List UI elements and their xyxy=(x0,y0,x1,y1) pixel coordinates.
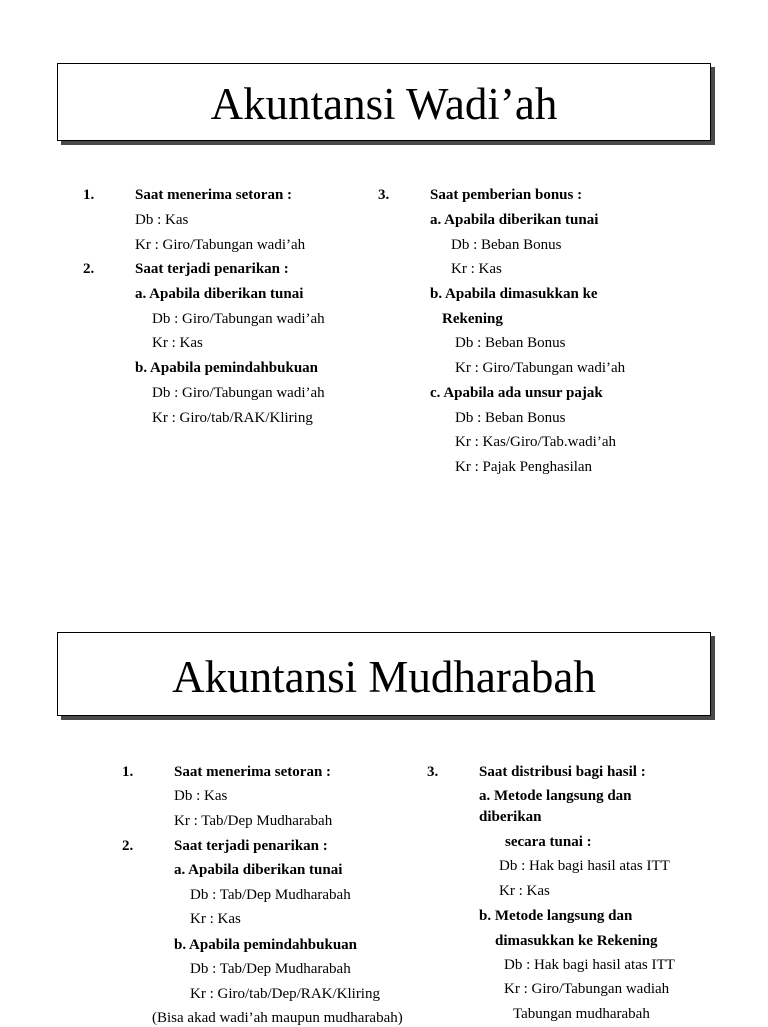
item-number: 1. xyxy=(83,187,95,203)
credit-entry-continued: Tabungan mudharabah xyxy=(513,1006,650,1022)
item-heading: Saat distribusi bagi hasil : xyxy=(479,764,646,780)
item-number: 2. xyxy=(83,261,95,277)
sub-heading: b. Apabila dimasukkan ke xyxy=(430,286,598,302)
credit-entry: Kr : Giro/tab/Dep/RAK/Kliring xyxy=(190,986,380,1002)
sub-heading: b. Apabila pemindahbukuan xyxy=(135,360,319,376)
credit-entry: Kr : Kas xyxy=(190,911,241,927)
debit-entry: Db : Kas xyxy=(174,788,228,804)
sub-heading: b. Apabila pemindahbukuan xyxy=(174,937,358,953)
debit-entry: Db : Beban Bonus xyxy=(455,335,566,351)
item-heading: Saat menerima setoran : xyxy=(174,764,332,780)
credit-entry: Kr : Pajak Penghasilan xyxy=(455,459,593,475)
sub-heading-continued: Rekening xyxy=(442,311,503,327)
title-wadiah: Akuntansi Wadi’ah xyxy=(210,79,558,129)
sub-heading: a. Metode langsung dan xyxy=(479,788,632,804)
item-number: 2. xyxy=(122,838,134,854)
sub-heading-continued: dimasukkan ke Rekening xyxy=(495,933,658,949)
title-box-wadiah xyxy=(57,63,711,141)
item-number: 1. xyxy=(122,764,134,780)
sub-heading: a. Apabila diberikan tunai xyxy=(430,212,599,228)
sub-heading: b. Metode langsung dan xyxy=(479,908,633,924)
item-heading: Saat pemberian bonus : xyxy=(430,187,583,203)
sub-heading-continued: secara tunai : xyxy=(505,834,592,850)
debit-entry: Db : Tab/Dep Mudharabah xyxy=(190,887,351,903)
debit-entry: Db : Tab/Dep Mudharabah xyxy=(190,961,351,977)
sub-heading-continued: diberikan xyxy=(479,809,542,825)
debit-entry: Db : Giro/Tabungan wadi’ah xyxy=(152,385,325,401)
debit-entry: Db : Giro/Tabungan wadi’ah xyxy=(152,311,325,327)
credit-entry: Kr : Giro/Tabungan wadiah xyxy=(504,981,670,997)
title-box-mudharabah xyxy=(57,632,711,716)
credit-entry: Kr : Kas xyxy=(451,261,502,277)
credit-entry: Kr : Kas xyxy=(152,335,203,351)
debit-entry: Db : Beban Bonus xyxy=(455,410,566,426)
debit-entry: Db : Kas xyxy=(135,212,189,228)
credit-entry: Kr : Tab/Dep Mudharabah xyxy=(174,813,333,829)
debit-entry: Db : Beban Bonus xyxy=(451,237,562,253)
sub-heading: c. Apabila ada unsur pajak xyxy=(430,385,603,401)
credit-entry: Kr : Giro/tab/RAK/Kliring xyxy=(152,410,313,426)
credit-entry: Kr : Giro/Tabungan wadi’ah xyxy=(135,237,306,253)
item-heading: Saat terjadi penarikan : xyxy=(174,838,328,854)
sub-heading: a. Apabila diberikan tunai xyxy=(135,286,304,302)
sub-heading: a. Apabila diberikan tunai xyxy=(174,862,343,878)
credit-entry: Kr : Giro/Tabungan wadi’ah xyxy=(455,360,626,376)
credit-entry: Kr : Kas xyxy=(499,883,550,899)
item-heading: Saat menerima setoran : xyxy=(135,187,293,203)
title-mudharabah: Akuntansi Mudharabah xyxy=(172,652,596,702)
debit-entry: Db : Hak bagi hasil atas ITT xyxy=(504,957,675,973)
item-number: 3. xyxy=(378,187,390,203)
item-heading: Saat terjadi penarikan : xyxy=(135,261,289,277)
note: (Bisa akad wadi’ah maupun mudharabah) xyxy=(152,1010,403,1026)
debit-entry: Db : Hak bagi hasil atas ITT xyxy=(499,858,670,874)
item-number: 3. xyxy=(427,764,439,780)
credit-entry: Kr : Kas/Giro/Tab.wadi’ah xyxy=(455,434,616,450)
